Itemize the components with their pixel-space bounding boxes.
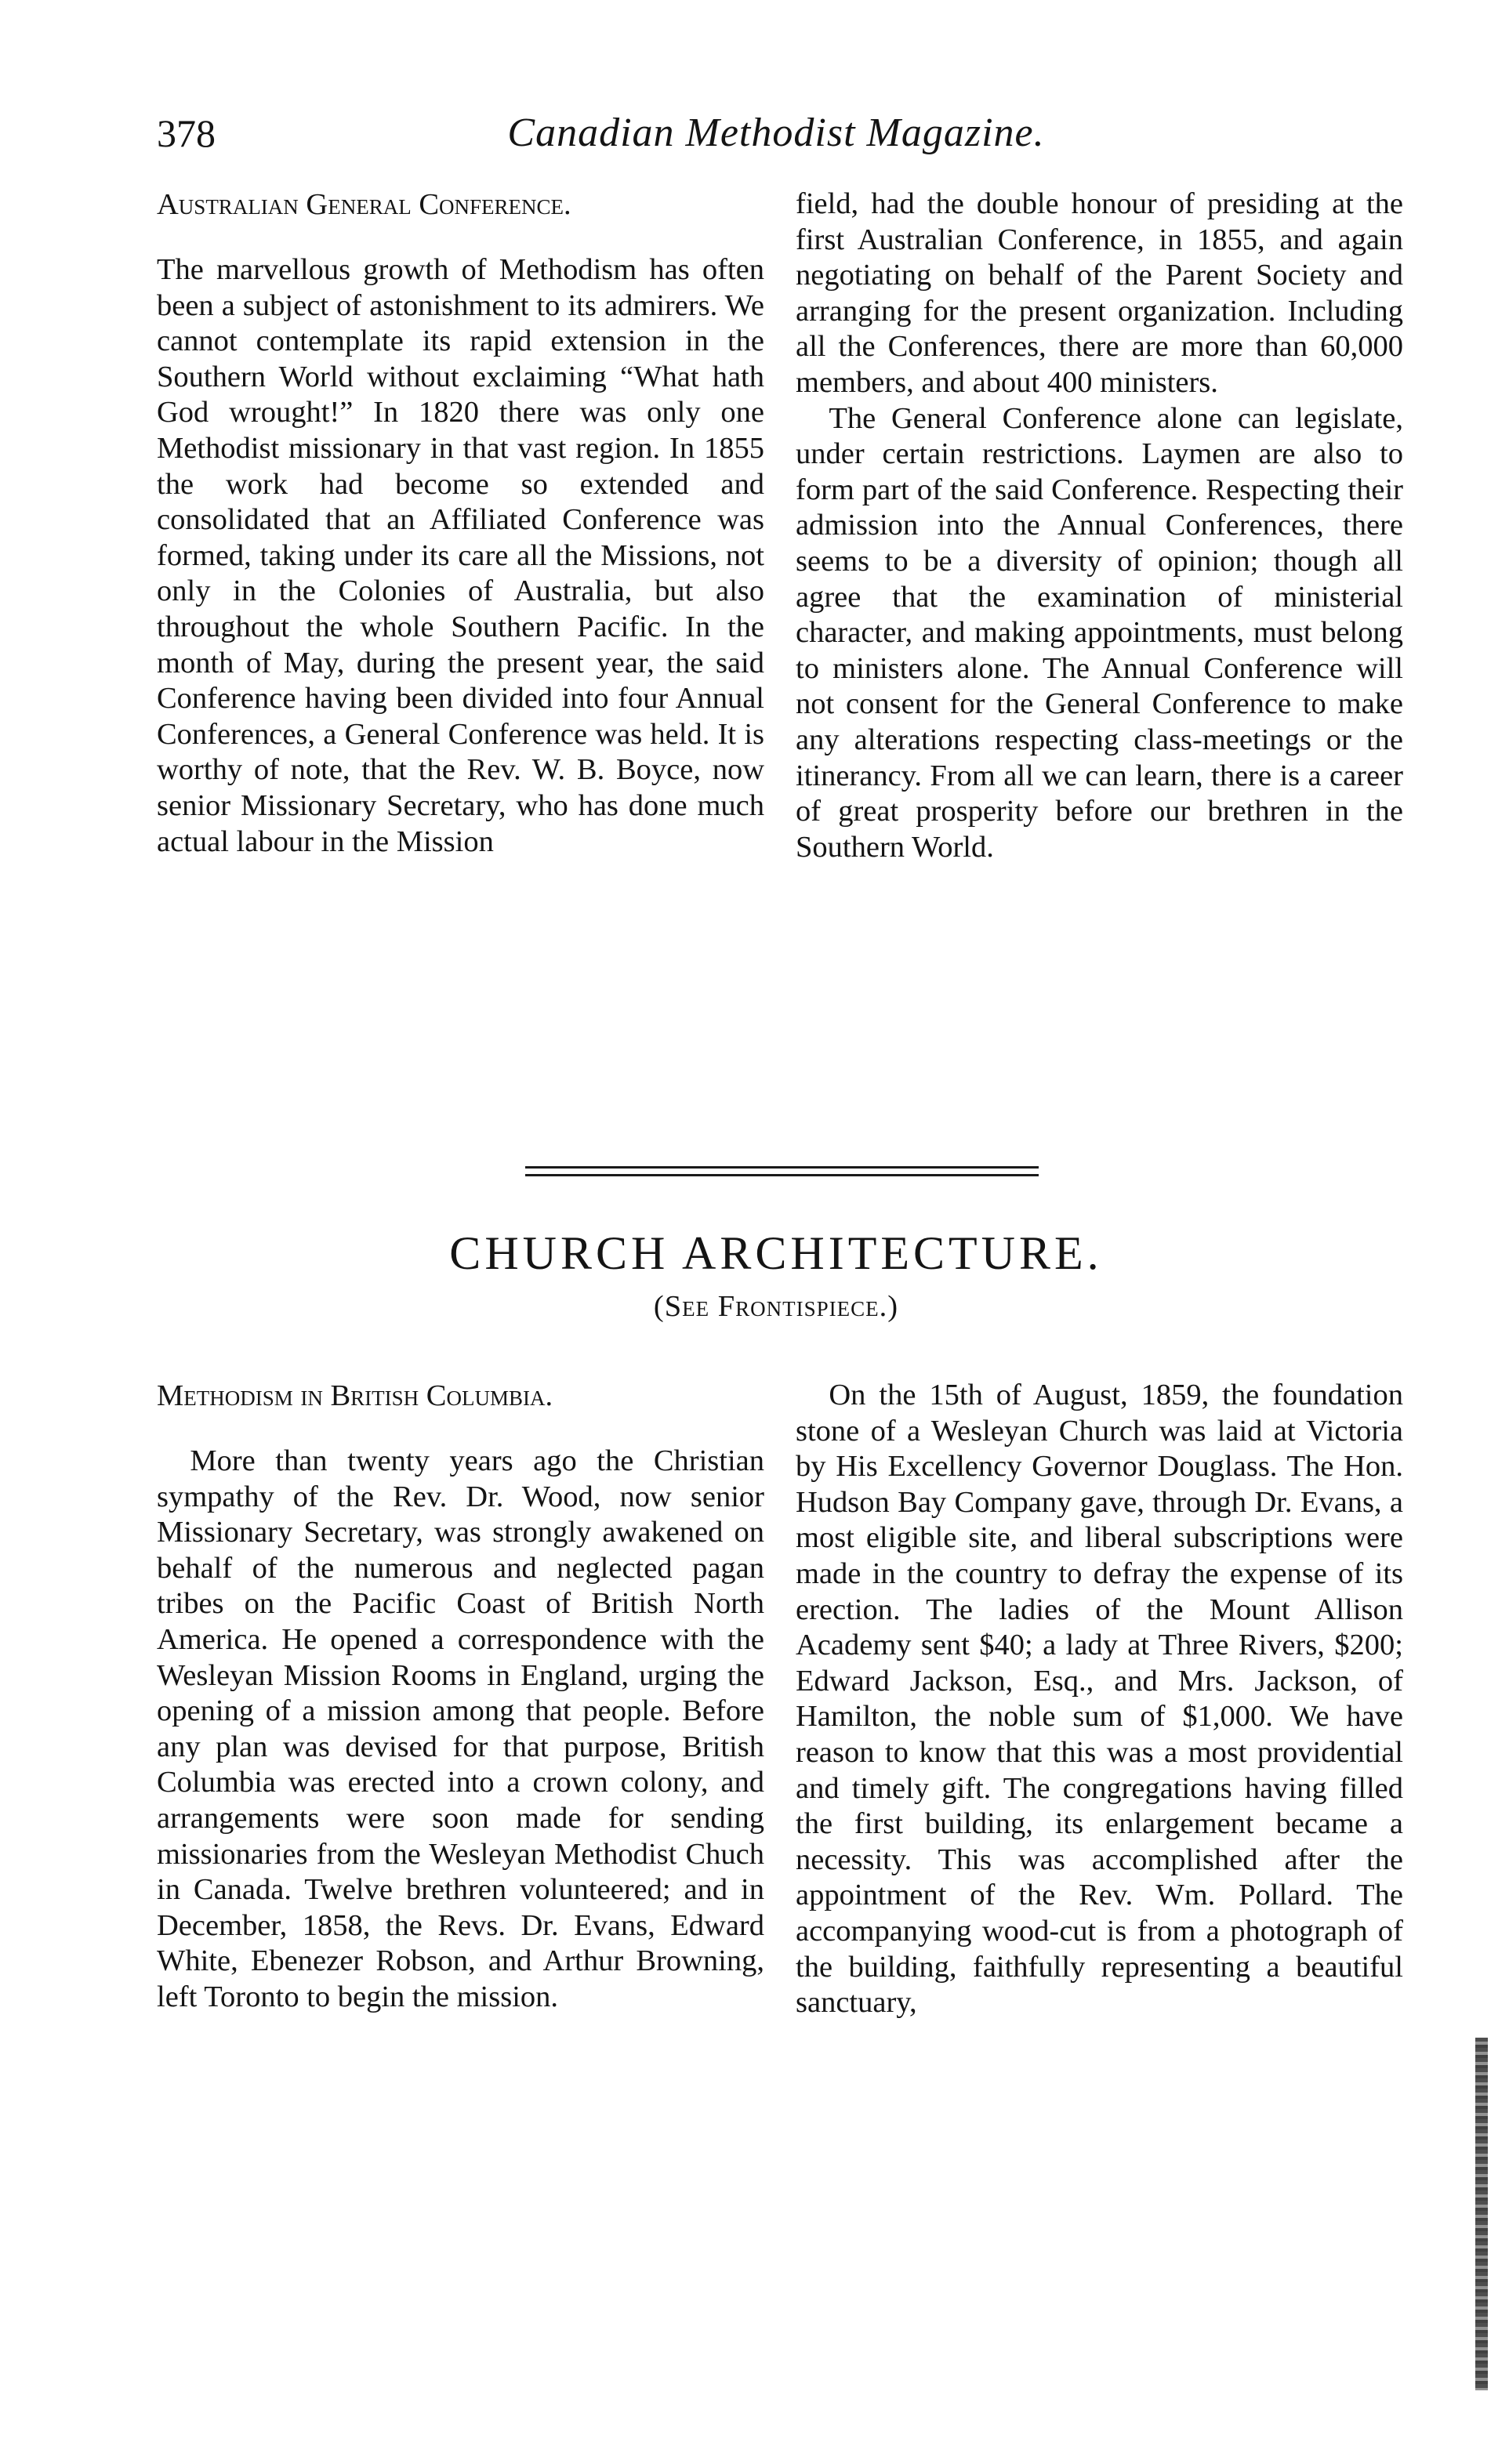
article2-title: CHURCH ARCHITECTURE.	[449, 1227, 1103, 1279]
section-separator	[525, 1166, 1039, 1177]
article2-paragraph: On the 15th of August, 1859, the foundation stone of a Wesleyan Church was laid at Victoria by His Excellency Governor Douglass. The Hon. Hudson Bay Company gave, through Dr. Evans, a most eligible site, and liberal subscriptions were made in the country to defray the expense of its erection. The ladies of the Mount Allison Academy sent $40; a lady at Three Rivers, $200; Edward Jackson, Esq., and Mrs. Jackson, of Hamilton, the noble sum of $1,000. We have reason to know that this was a most providential and timely gift. The congregations having filled the first building, its enlargement became a necessity. This was accomplished after the appointment of the Rev. Wm. Pollard. The accompanying wood-cut is from a photograph of the building, faithfully representing a beautiful sanctuary,	[796, 1379, 1403, 2020]
article2-paragraph: More than twenty years ago the Christian sympathy of the Rev. Dr. Wood, now senior Missionary Secretary, was strongly awakened on behalf of the numerous and neglected pagan tribes on the Pacific Coast of British North America. He opened a correspondence with the Wesleyan Mission Rooms in England, urging the opening of a mission among that people. Before any plan was devised for that purpose, British Columbia was erected into a crown colony, and arrangements were soon made for sending missionaries from the Wesleyan Methodist Chuch in Canada. Twelve brethren volunteered; and in December, 1858, the Revs. Dr. Evans, Edward White, Ebenezer Robson, and Arthur Browning, left Toronto to begin the mission.	[157, 1444, 764, 2013]
article1-paragraph: field, had the double honour of presiding at the first Australian Conference, in 1855, and again negotiating on behalf of the Parent Society and arranging for the present organization. Including all the Conferences, there are more than 60,000 members, and about 400 ministers.	[796, 187, 1403, 399]
article2-left-column	[157, 1378, 764, 2016]
article1-heading: Australian General Conference.	[157, 188, 571, 221]
separator-rule	[525, 1166, 1039, 1169]
article2-subtitle: (See Frontispiece.)	[653, 1290, 899, 1323]
page-header	[157, 106, 1395, 161]
article1-right-column	[796, 187, 1403, 865]
separator-rule	[525, 1174, 1039, 1176]
scan-edge-artifact	[1475, 2038, 1488, 2390]
page-number: 378	[157, 111, 216, 155]
article1-paragraph: The marvellous growth of Methodism has often been a subject of astonishment to its admirers. We cannot contemplate its rapid extension in the Southern World without exclaiming “What hath God wrought!” In 1820 there was only one Methodist missionary in that vast region. In 1855 the work had become so extended and consolidated that an Affiliated Conference was formed, taking under its care all the Missions, not only in the Colonies of Australia, but also throughout the whole Southern Pacific. In the month of May, during the present year, the said Conference having been divided into four Annual Conferences, a General Conference was held. It is worthy of note, that the Rev. W. B. Boyce, now senior Missionary Secretary, who has done much actual labour in the Mission	[157, 253, 764, 858]
article2-right-column	[796, 1378, 1403, 2021]
article1-left-column	[157, 187, 764, 860]
running-title: Canadian Methodist Magazine.	[507, 111, 1045, 155]
article2-heading: Methodism in British Columbia.	[157, 1379, 553, 1412]
article1-paragraph: The General Conference alone can legislate, under certain restrictions. Laymen are also to form part of the said Conference. Respecting their admission into the Annual Conferences, there seems to be a diversity of opinion; though all agree that the examination of ministerial character, and making appointments, must belong to ministers alone. The Annual Conference will not consent for the General Conference to make any alterations respecting class-meetings or the itinerancy. From all we can learn, there is a career of great prosperity before our brethren in the Southern World.	[796, 401, 1403, 864]
